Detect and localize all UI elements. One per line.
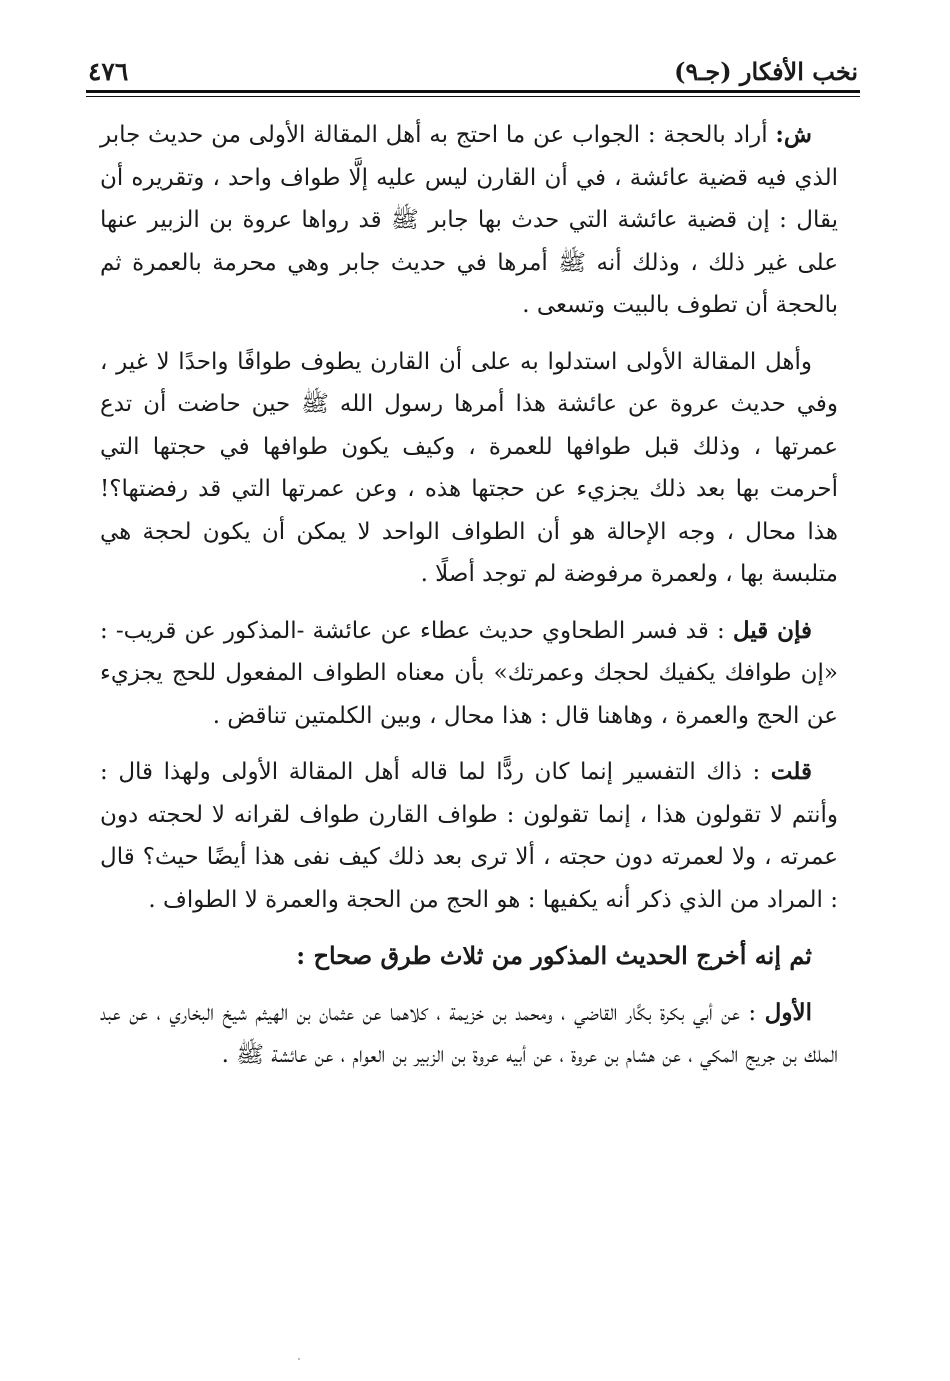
- paragraph-text: أراد بالحجة : الجواب عن ما احتج به أهل المقالة الأولى من حديث جابر الذي فيه قضية عائشة ، في أن القارن ليس عليه إلَّا طواف واحد ، وتقريره أن يقال : إن قضية عائشة التي حدث بها جابر ﷺ قد رواها عروة بن الزبير عنها على غير ذلك ، وذلك أنه ﷺ أمرها في حديث جابر وهي محرمة بالعمرة ثم بالحجة أن تطوف بالبيت وتسعى .: [100, 122, 838, 318]
- paragraph-lead: فإن قيل: [732, 616, 812, 644]
- book-title: نخب الأفكار (جـ٩): [674, 57, 858, 86]
- paragraph-lead: ش:: [775, 121, 812, 148]
- paragraph-text: : عن أبي بكرة بكَّار القاضي ، ومحمد بن خزيمة ، كلاهما عن عثمان بن الهيثم شيخ البخاري ، عن عبد الملك بن جريج المكي ، عن هشام بن عروة ، عن أبيه عروة بن الزبير بن العوام ، عن عائشة ﷺ .: [100, 999, 838, 1068]
- paragraph-lead: الأول: [764, 998, 812, 1026]
- paragraph-text: : ذاك التفسير إنما كان ردًّا لما قاله أهل المقالة الأولى ولهذا قال : وأنتم لا تقولون هذا ، إنما تقولون : طواف القارن طواف لقرانه لا لحجته دون عمرته ، ولا لعمرته دون حجته ، ألا ترى بعد ذلك كيف نفى هذا أيضًا حيث؟ قال : المراد من الذي ذكر أنه يكفيها : هو الحج من الحجة والعمرة لا الطواف .: [100, 759, 838, 913]
- running-header: [88, 40, 858, 84]
- paragraph-lead: قلت: [770, 758, 812, 785]
- header-rule-thin: [86, 96, 860, 97]
- paragraph-reply: [100, 751, 838, 921]
- section-heading: ثم إنه أخرج الحديث المذكور من ثلاث طرق صحاح :: [296, 941, 812, 970]
- page-number: ٤٧٦: [88, 57, 129, 86]
- scan-speck: [298, 1358, 300, 1360]
- paragraph-text: وأهل المقالة الأولى استدلوا به على أن القارن يطوف طوافًا واحدًا لا غير ، وفي حديث عروة عن عائشة هذا أمرها رسول الله ﷺ حين حاضت أن تدع عمرتها ، وذلك قبل طوافها للعمرة ، وكيف يكون طوافها في حجتها التي أحرمت بها بعد ذلك يجزيء عن حجتها هذه ، وعن عمرتها التي قد رفضتها؟! هذا محال ، وجه الإحالة هو أن الطواف الواحد لا يمكن أن يكون لحجة هي متلبسة بها ، ولعمرة مرفوضة لم توجد أصلًا .: [100, 348, 838, 587]
- body-text: [100, 114, 838, 1091]
- header-rule-thick: [86, 90, 860, 93]
- paragraph-first-chain: [100, 992, 838, 1077]
- paragraph-objection: [100, 610, 838, 738]
- paragraph-commentary: [100, 114, 838, 327]
- paragraph-first-opinion: [100, 341, 838, 596]
- paragraph-text: : قد فسر الطحاوي حديث عطاء عن عائشة -المذكور عن قريب- : «إن طوافك يكفيك لحجك وعمرتك» بأن معناه الطواف المفعول للحج يجزيء عن الحج والعمرة ، وهاهنا قال : هذا محال ، وبين الكلمتين تناقض .: [100, 617, 838, 729]
